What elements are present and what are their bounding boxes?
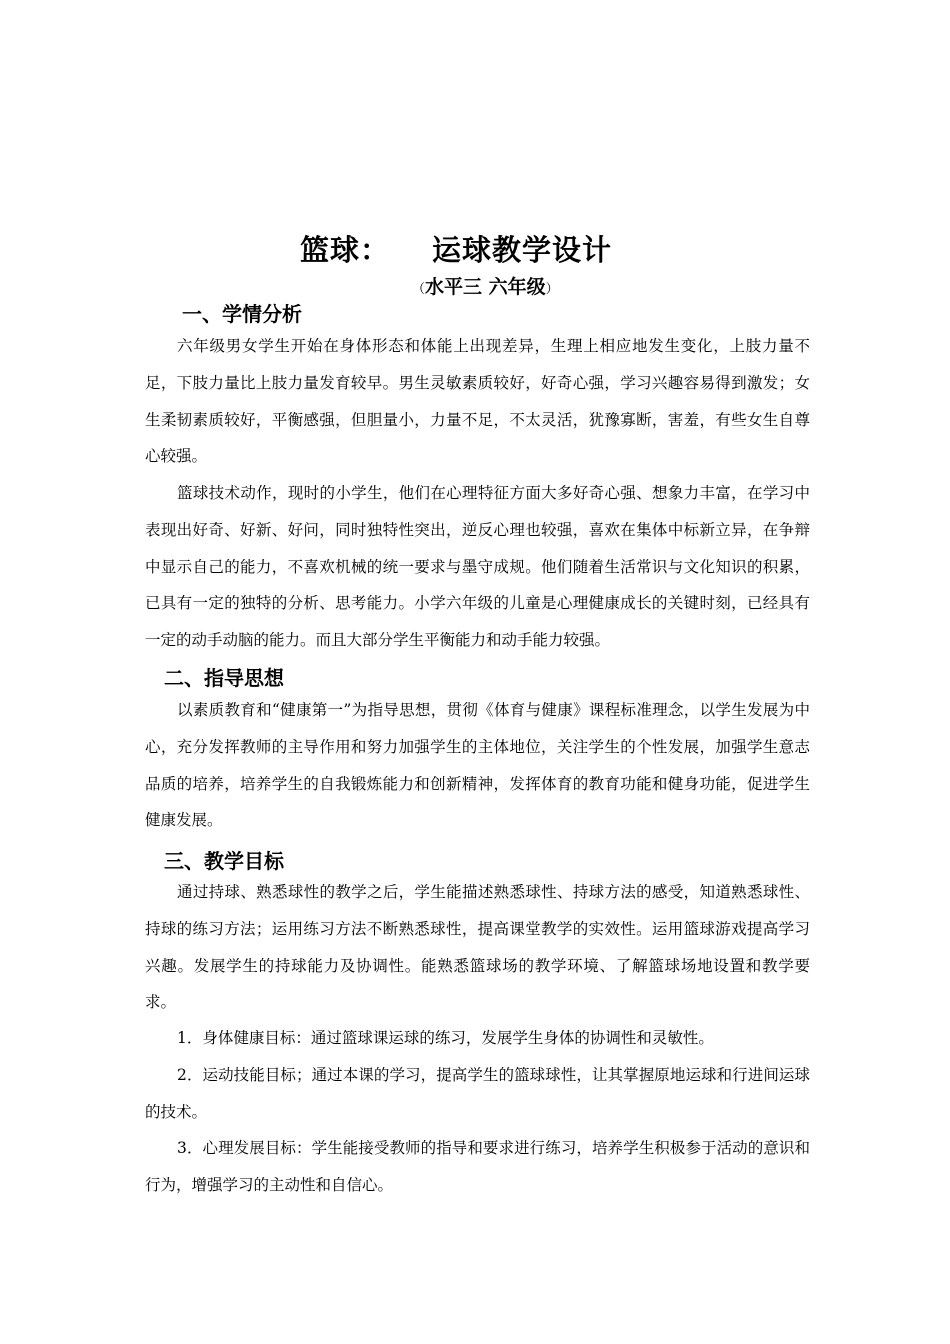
title-topic: 篮球：: [300, 233, 391, 267]
section-heading-learning-analysis: 一、学情分析: [182, 302, 302, 326]
subtitle-level: 水平三 六年级: [425, 276, 546, 298]
paragraph: 篮球技术动作，现时的小学生，他们在心理特征方面大多好奇心强、想象力丰富，在学习中表现出好奇、好新、好问，同时独特性突出，逆反心理也较强，喜欢在集体中标新立异，在争辩中显示自己的能力，不喜欢机械的统一要求与墨守成规。他们随着生活常识与文化知识的积累，已具有一定的独特的分析、思考能力。小学六年级的儿童是心理健康成长的关键时刻，已经具有一定的动手动脑的能力。而且大部分学生平衡能力和动手能力较强。: [145, 484, 810, 650]
paragraph: 以素质教育和“健康第一”为指导思想，贯彻《体育与健康》课程标准理念，以学生发展为中心，充分发挥教师的主导作用和努力加强学生的主体地位，关注学生的个性发展，加强学生意志品质的培养，培养学生的自我锻炼能力和创新精神，发挥体育的教育功能和健身功能，促进学生健康发展。: [145, 701, 810, 830]
section-heading-teaching-objectives: 三、教学目标: [164, 849, 284, 873]
objective-item: 2．运动技能目标；通过本课的学习，提高学生的篮球球性，让其掌握原地运球和行进间运球的技术。: [145, 1066, 810, 1121]
objective-item: 1．身体健康目标：通过篮球课运球的练习，发展学生身体的协调性和灵敏性。: [177, 1029, 714, 1047]
objective-item: 3．心理发展目标：学生能接受教师的指导和要求进行练习，培养学生积极参于活动的意识和行为，增强学习的主动性和自信心。: [145, 1139, 810, 1194]
paragraph: 六年级男女学生开始在身体形态和体能上出现差异，生理上相应地发生变化，上肢力量不足，下肢力量比上肢力量发育较早。男生灵敏素质较好，好奇心强，学习兴趣容易得到激发；女生柔韧素质较好，平衡感强，但胆量小，力量不足，不太灵活，犹豫寡断，害羞，有些女生自尊心较强。: [145, 337, 810, 466]
document-subtitle: （水平三 六年级）: [412, 276, 559, 298]
section-heading-guiding-ideology: 二、指导思想: [164, 666, 284, 690]
paragraph: 通过持球、熟悉球性的教学之后，学生能描述熟悉球性、持球方法的感受，知道熟悉球性、持球的练习方法；运用练习方法不断熟悉球性，提高课堂教学的实效性。运用篮球游戏提高学习兴趣。发展学生的持球能力及协调性。能熟悉篮球场的教学环境、了解篮球场地设置和教学要求。: [145, 883, 810, 1012]
document-title: [300, 228, 612, 269]
title-main: 运球教学设计: [432, 233, 613, 267]
